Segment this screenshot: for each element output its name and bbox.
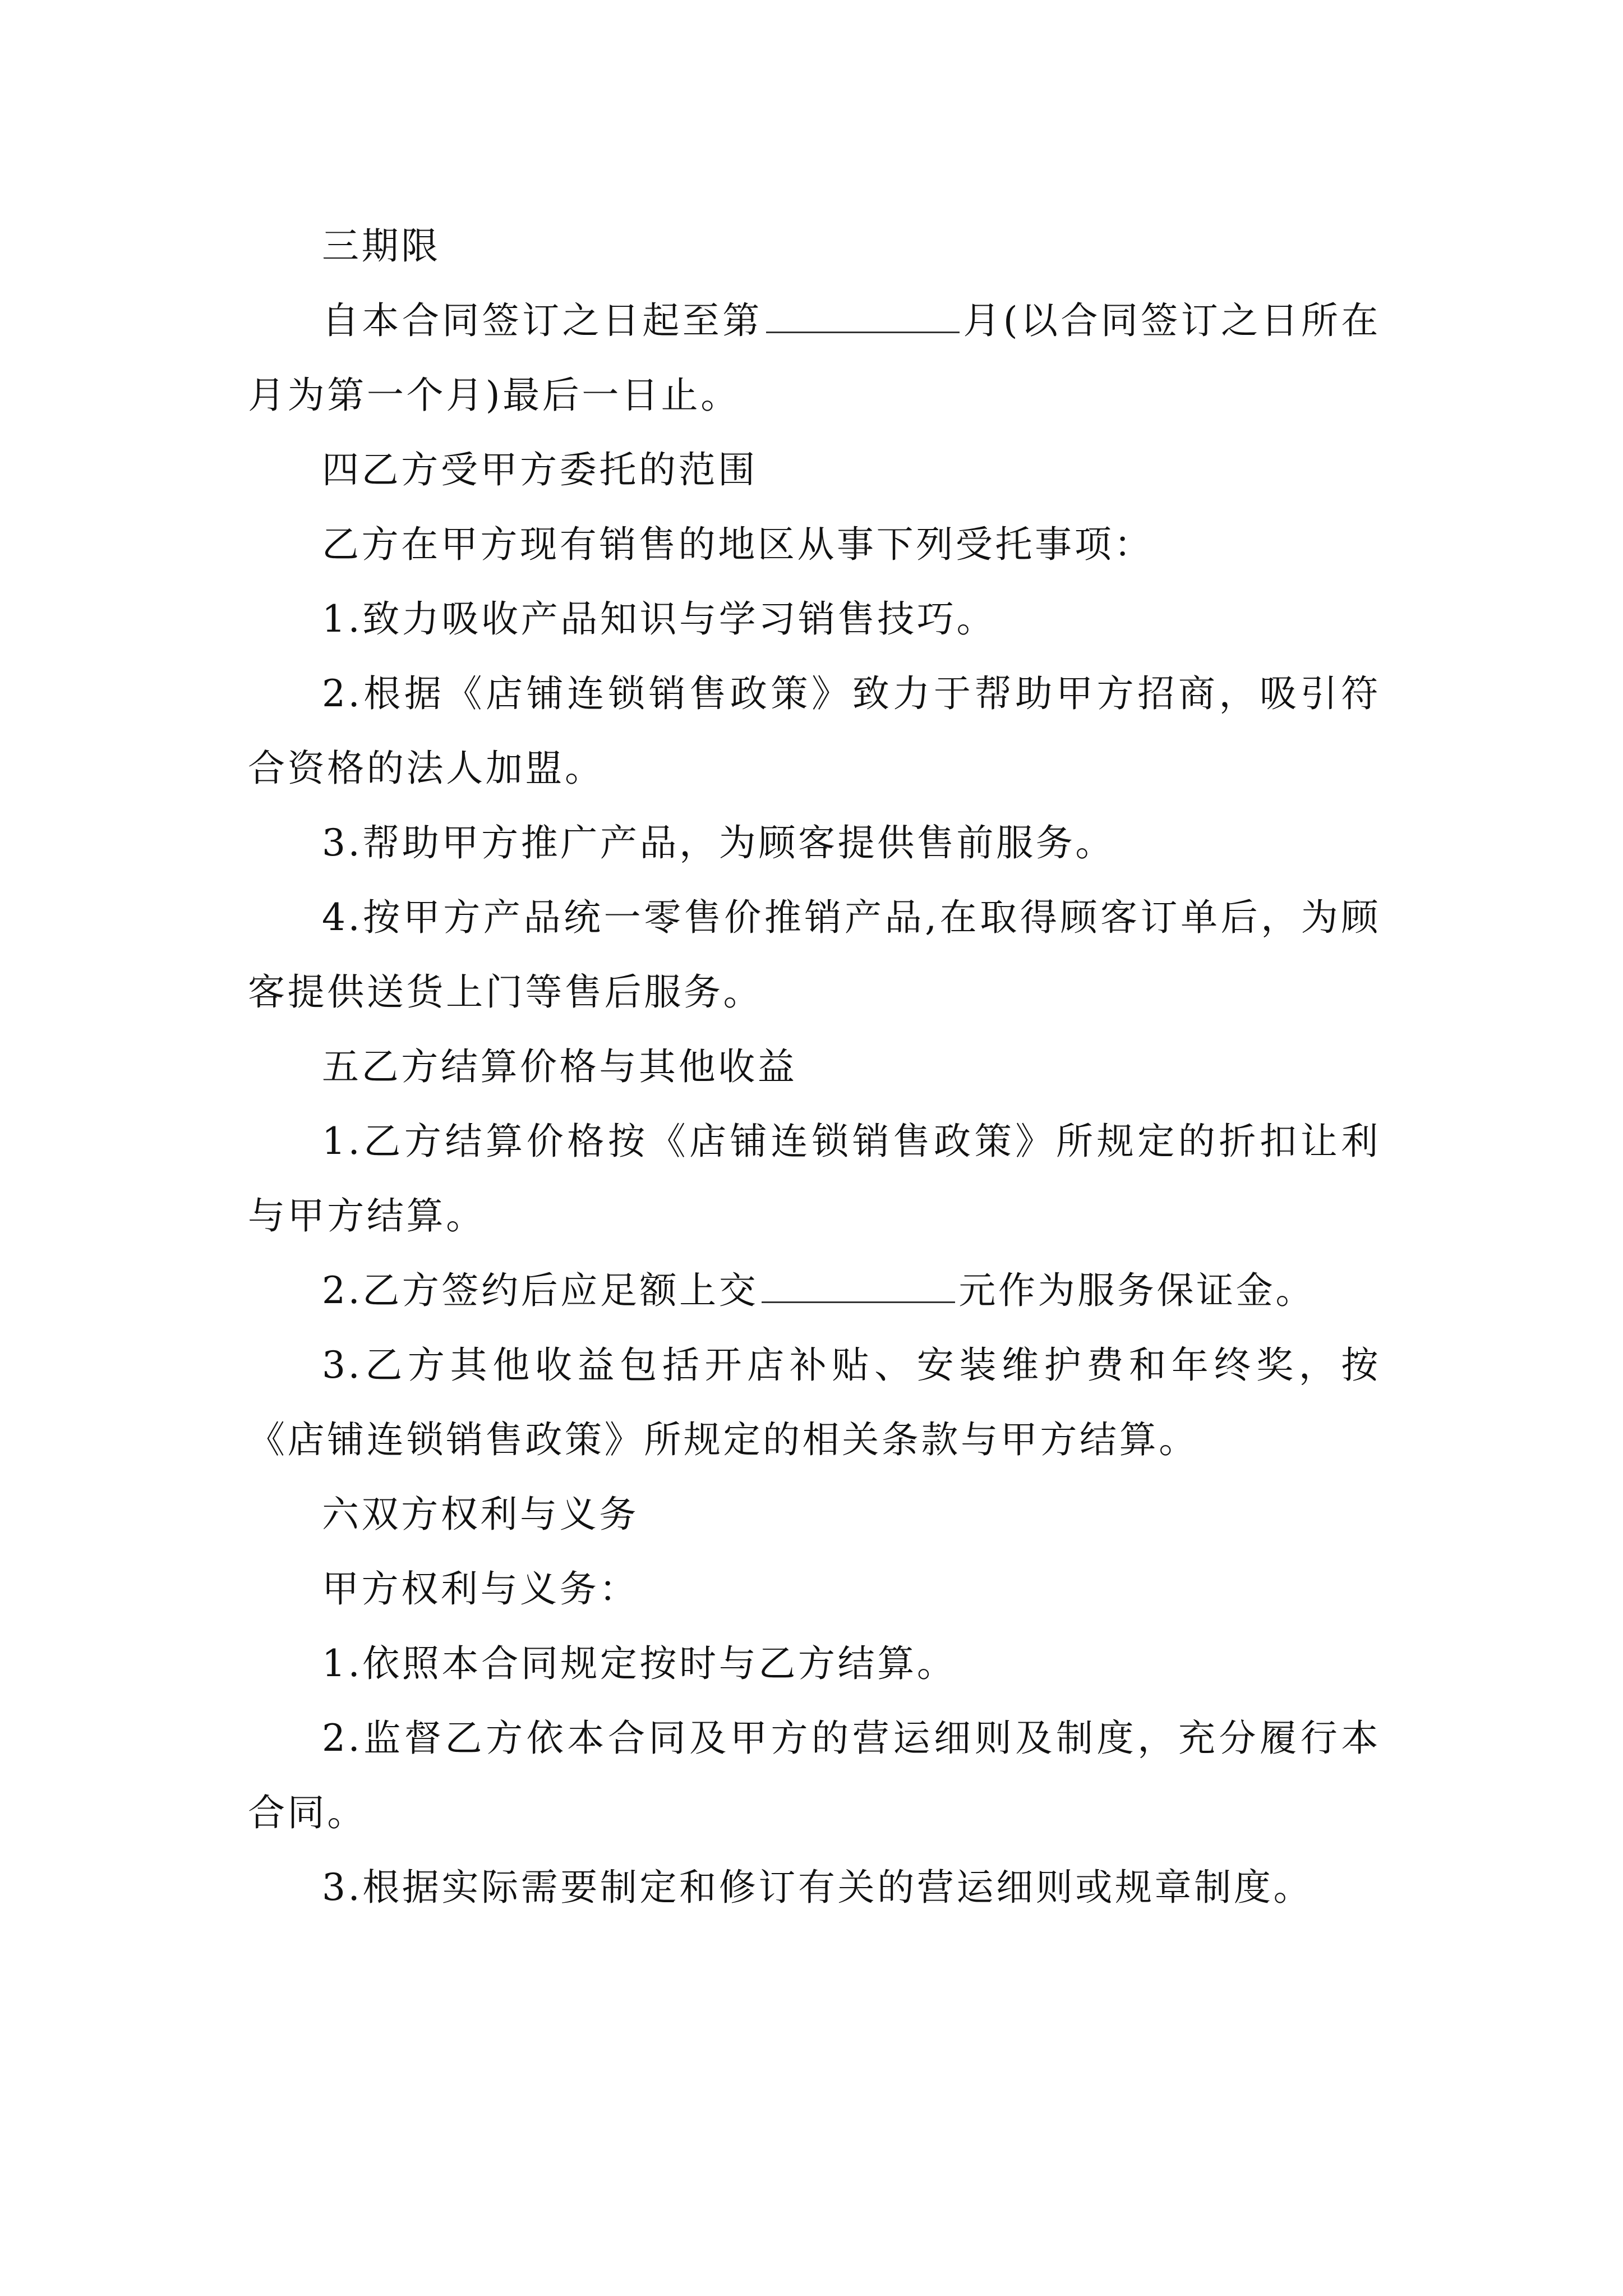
settlement-item-1: 1.乙方结算价格按《店铺连锁销售政策》所规定的折扣让利与甲方结算。 (248, 1120, 1381, 1237)
term-months-blank[interactable] (766, 298, 960, 333)
settlement-item-3: 3.乙方其他收益包括开店补贴、安装维护费和年终奖，按《店铺连锁销售政策》所规定的相关条款与甲方结算。 (248, 1343, 1381, 1461)
section-heading-rights: 六双方权利与义务 (322, 1493, 639, 1536)
party-a-item-3: 3.根据实际需要制定和修订有关的营运细则或规章制度。 (322, 1866, 1313, 1909)
party-a-item-2: 2.监督乙方依本合同及甲方的营运细则及制度，充分履行本合同。 (248, 1717, 1381, 1834)
scope-item-4: 4.按甲方产品统一零售价推销产品,在取得顾客订单后，为顾客提供送货上门等售后服务。 (248, 896, 1381, 1014)
deposit-text-before-blank: 2.乙方签约后应足额上交 (322, 1269, 759, 1312)
section-heading-term: 三期限 (322, 224, 441, 268)
deposit-amount-blank[interactable] (762, 1268, 955, 1303)
party-a-rights-title: 甲方权利与义务： (322, 1567, 639, 1611)
section-heading-settlement: 五乙方结算价格与其他收益 (322, 1045, 797, 1088)
deposit-text-after-blank: 元作为服务保证金。 (958, 1269, 1316, 1312)
scope-intro: 乙方在甲方现有销售的地区从事下列受托事项： (322, 523, 1154, 566)
section-heading-scope: 四乙方受甲方委托的范围 (322, 448, 758, 491)
scope-item-2: 2.根据《店铺连锁销售政策》致力于帮助甲方招商，吸引符合资格的法人加盟。 (248, 672, 1381, 790)
settlement-item-2 (248, 1253, 1381, 1328)
term-text-after-blank: 月(以合同签订之日所在月为第一个月)最后一日止。 (248, 299, 1381, 417)
term-text-before-blank: 自本合同签订之日起至第 (322, 299, 763, 342)
scope-item-1: 1.致力吸收产品知识与学习销售技巧。 (322, 597, 997, 641)
scope-item-3: 3.帮助甲方推广产品，为顾客提供售前服务。 (322, 821, 1115, 864)
term-paragraph (248, 283, 1381, 432)
document-body (248, 209, 1381, 1925)
party-a-item-1: 1.依照本合同规定按时与乙方结算。 (322, 1642, 957, 1685)
